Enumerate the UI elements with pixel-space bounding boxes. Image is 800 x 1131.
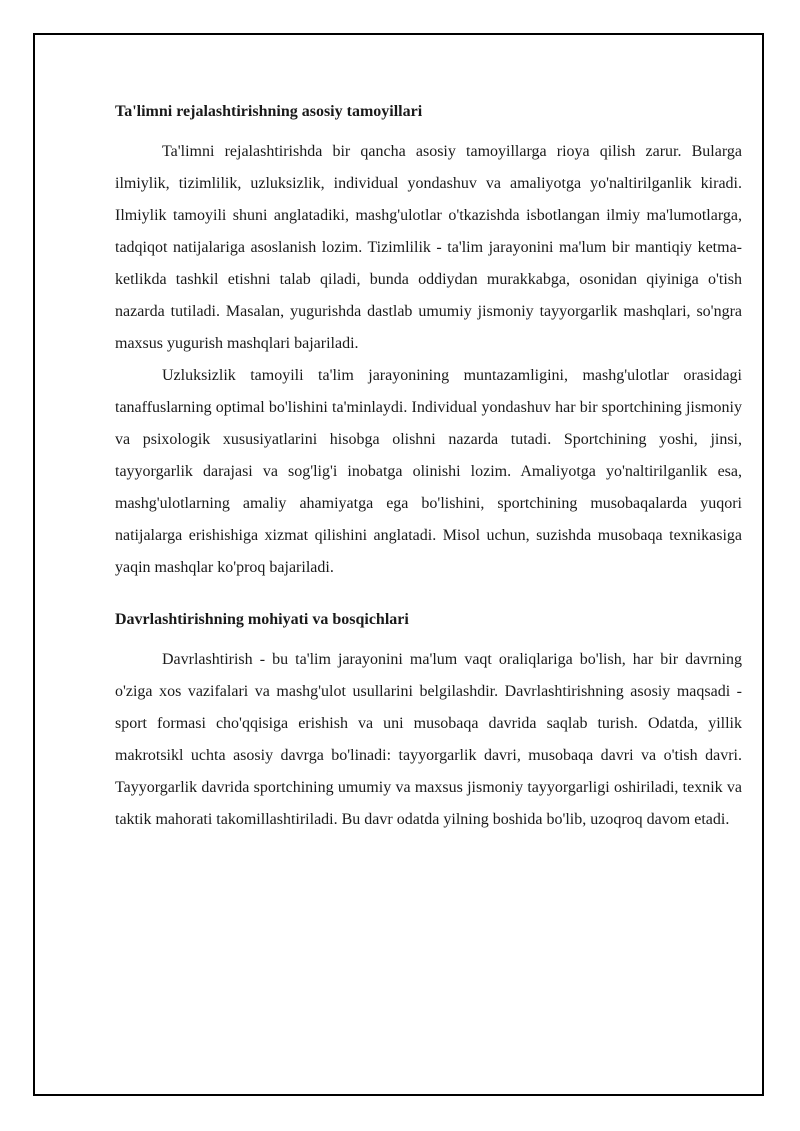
paragraph-principles-1: Ta'limni rejalashtirishda bir qancha asosiy tamoyillarga rioya qilish zarur. Bularga ilmiylik, tizimlilik, uzluksizlik, individual yondashuv va amaliyotga yo'naltirilganlik kiradi. Ilmiylik tamoyili shuni anglatadiki, mashg'ulotlar o'tkazishda isbotlangan ilmiy ma'lumotlarga, tadqiqot natijalariga asoslanish lozim. Tizimlilik - ta'lim jarayonini ma'lum bir mantiqiy ketma-ketlikda tashkil etishni talab qiladi, bunda oddiydan murakkabga, osonidan qiyiniga o'tish nazarda tutiladi. Masalan, yugurishda dastlab umumiy jismoniy tayyorgarlik mashqlari, so'ngra maxsus yugurish mashqlari bajariladi. xyxy=(115,143,742,352)
section-heading-principles: Ta'limni rejalashtirishning asosiy tamoyillari xyxy=(115,103,423,120)
document-body xyxy=(115,96,742,836)
paragraph-periodization-1: Davrlashtirish - bu ta'lim jarayonini ma'lum vaqt oraliqlariga bo'lish, har bir davrning o'ziga xos vazifalari va mashg'ulot usullarini belgilashdir. Davrlashtirishning asosiy maqsadi - sport formasi cho'qqisiga erishish va uni musobaqa davrida saqlab turish. Odatda, yillik makrotsikl uchta asosiy davrga bo'linadi: tayyorgarlik davri, musobaqa davri va o'tish davri. Tayyorgarlik davrida sportchining umumiy va maxsus jismoniy tayyorgarligi oshiriladi, texnik va taktik mahorati takomillashtiriladi. Bu davr odatda yilning boshida bo'lib, uzoqroq davom etadi. xyxy=(115,651,742,828)
paragraph-principles-2: Uzluksizlik tamoyili ta'lim jarayonining muntazamligini, mashg'ulotlar orasidagi tanaffuslarning optimal bo'lishini ta'minlaydi. Individual yondashuv har bir sportchining jismoniy va psixologik xususiyatlarini hisobga olishni nazarda tutadi. Sportchining yoshi, jinsi, tayyorgarlik darajasi va sog'lig'i inobatga olinishi lozim. Amaliyotga yo'naltirilganlik esa, mashg'ulotlarning amaliy ahamiyatga ega bo'lishini, sportchining musobaqalarda yuqori natijalarga erishishiga xizmat qilishini anglatadi. Misol uchun, suzishda musobaqa texnikasiga yaqin mashqlar ko'proq bajariladi. xyxy=(115,367,742,576)
section-heading-periodization: Davrlashtirishning mohiyati va bosqichlari xyxy=(115,611,409,628)
